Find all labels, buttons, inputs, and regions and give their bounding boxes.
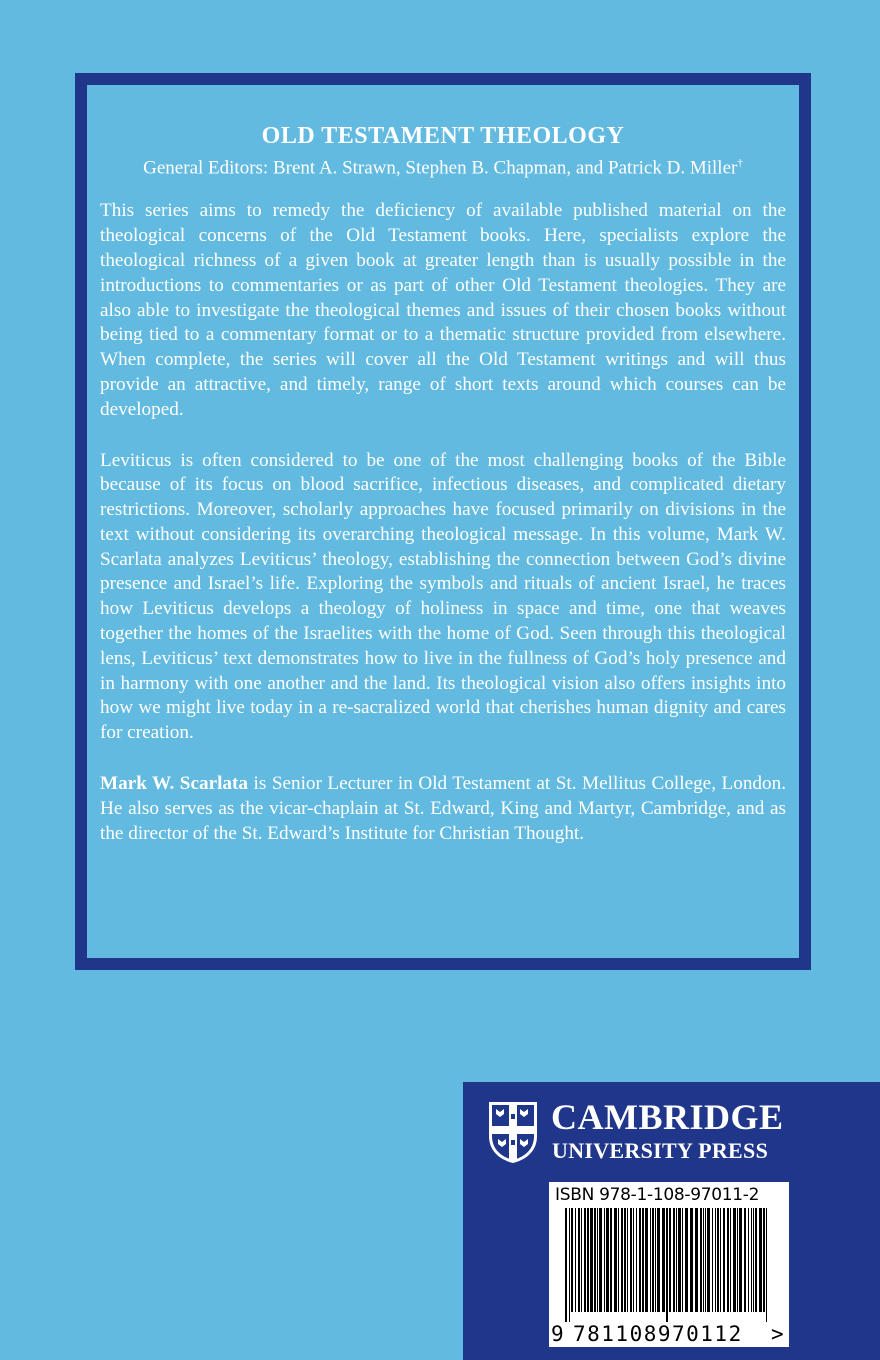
barcode-bar	[662, 1208, 665, 1312]
barcode-bar	[715, 1208, 716, 1312]
barcode-bar	[763, 1208, 765, 1312]
book-blurb: Leviticus is often considered to be one of the most challenging books of the Bible because of its focus on blood sacrifice, infectious diseases, and complicated dietary restrictions. Moreover, scholarly approaches have focused primarily on divisions in the text without considering its overarching theological message. In this volume, Mark W. Scarlata analyzes Leviticus’ theology, establishing the connection between God’s divine presence and Israel’s life. Exploring the symbols and rituals of ancient Israel, he traces how Leviticus develops a theology of holiness in space and time, one that weaves together the homes of the Israelites with the home of God. Seen through this theological lens, Leviticus’ text demonstrates how to live in the fullness of God’s holy presence and in harmony with one another and the land. Its theological vision also offers insights into how we might live today in a re-sacralized world that cherishes human dignity and cares for creation.	[100, 449, 786, 744]
barcode-bar	[720, 1208, 721, 1312]
barcode-bar	[717, 1208, 719, 1312]
barcode-bar	[703, 1208, 704, 1312]
isbn-label: ISBN 978-1-108-97011-2	[555, 1185, 760, 1205]
barcode-bar	[636, 1208, 637, 1312]
series-blurb: This series aims to remedy the deficiency of available published material on the theological concerns of the Old Testament books. Here, specialists explore the theological richness of a given book at greater length than is usually possible in the introductions to commentaries or as part of other Old Testament theologies. They are also able to investigate the theological themes and issues of their chosen books without being tied to a commentary format or to a thematic structure provided from elsewhere. When complete, the series will cover all the Old Testament writings and will thus provide an attractive, and timely, range of short texts around which courses can be developed.	[100, 200, 786, 420]
barcode-bar	[610, 1208, 612, 1312]
barcode-bar	[733, 1208, 736, 1312]
barcode-bar	[737, 1208, 738, 1312]
barcode-bar	[682, 1208, 683, 1312]
barcode-bar	[597, 1208, 598, 1312]
description-frame	[75, 73, 811, 970]
barcode-bar	[587, 1208, 589, 1312]
barcode-bar	[712, 1208, 713, 1312]
barcode-bar	[759, 1208, 762, 1312]
barcode-bar	[685, 1208, 688, 1312]
barcode-bar	[705, 1208, 706, 1312]
barcode-digits-rest: 781108970112	[573, 1322, 743, 1346]
barcode-bar	[690, 1208, 693, 1312]
publisher-name: CAMBRIDGE	[551, 1097, 784, 1137]
barcode-bar	[652, 1208, 654, 1312]
barcode-bar	[627, 1208, 628, 1312]
barcode-bar	[630, 1208, 632, 1312]
barcode-bar	[676, 1208, 677, 1312]
barcode-bar	[590, 1208, 593, 1312]
editors-text: General Editors: Brent A. Strawn, Stephen B. Chapman, and Patrick D. Miller	[143, 157, 738, 179]
barcode	[549, 1182, 789, 1347]
barcode-bar	[669, 1208, 671, 1312]
barcode-bar	[751, 1208, 752, 1312]
barcode-bar	[655, 1208, 656, 1312]
barcode-bar	[739, 1208, 742, 1312]
barcode-digit-first: 9	[551, 1322, 564, 1346]
barcode-bar	[666, 1208, 668, 1322]
barcode-bar	[766, 1208, 767, 1322]
barcode-bar	[599, 1208, 602, 1312]
barcode-bar	[727, 1208, 729, 1312]
barcode-bar	[748, 1208, 749, 1312]
barcode-bar	[584, 1208, 586, 1312]
barcode-bar	[639, 1208, 641, 1312]
author-name: Mark W. Scarlata	[100, 773, 248, 795]
barcode-bar	[604, 1208, 605, 1312]
barcode-bar	[642, 1208, 644, 1312]
barcode-bar	[565, 1208, 567, 1322]
barcode-bar	[730, 1208, 731, 1312]
barcode-bar	[744, 1208, 746, 1312]
barcode-bar	[606, 1208, 609, 1312]
publisher-block	[463, 1082, 880, 1360]
barcode-bar	[755, 1208, 757, 1312]
barcode-bar	[678, 1208, 681, 1312]
barcode-bar	[673, 1208, 675, 1312]
barcode-bar	[624, 1208, 626, 1312]
barcode-bar	[569, 1208, 570, 1322]
barcode-bar	[707, 1208, 710, 1312]
series-title: OLD TESTAMENT THEOLOGY	[261, 123, 625, 149]
barcode-bar	[645, 1208, 648, 1312]
author-bio	[100, 772, 786, 846]
series-editors	[100, 157, 786, 179]
author-bio-text: is Senior Lecturer in Old Testament at St. Mellitus College, London. He also serves as the vicar-chaplain at St. Edward, King and Martyr, Cambridge, and as the director of the St. Edward’s Institute for Christian Thought.	[100, 773, 786, 844]
barcode-bar	[614, 1208, 617, 1312]
description-content	[87, 85, 799, 958]
barcode-bar	[695, 1208, 698, 1312]
barcode-bar	[594, 1208, 596, 1312]
barcode-bar	[753, 1208, 754, 1312]
cambridge-crest-icon	[487, 1100, 539, 1164]
publisher-subname: UNIVERSITY PRESS	[552, 1138, 769, 1163]
barcode-bar	[581, 1208, 582, 1312]
barcode-bar	[700, 1208, 702, 1312]
barcode-bar	[575, 1208, 576, 1312]
barcode-bar	[723, 1208, 725, 1312]
barcode-arrow: >	[771, 1322, 784, 1346]
barcode-bar	[650, 1208, 651, 1312]
barcode-bar	[633, 1208, 634, 1312]
barcode-bar	[578, 1208, 580, 1312]
barcode-bar	[618, 1208, 619, 1312]
barcode-bar	[571, 1208, 573, 1312]
barcode-bar	[621, 1208, 623, 1312]
barcode-bar	[657, 1208, 660, 1312]
dagger-mark: †	[737, 157, 743, 169]
barcode-bars	[565, 1208, 770, 1322]
